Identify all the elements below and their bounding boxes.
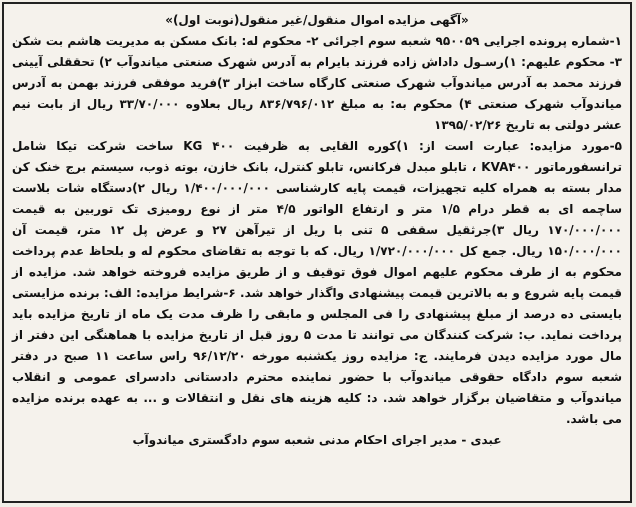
notice-title: «آگهی مزایده اموال منقول/غیر منقول(نوبت اول)» bbox=[165, 13, 469, 27]
notice-signature: عبدی - مدیر اجرای احکام مدنی شعبه سوم دادگستری میاندوآب bbox=[132, 433, 502, 447]
notice-paragraph-auction-items: ۵-مورد مزایده: عبارت است از: ۱)کوره القایی به ظرفیت KG ۴۰۰ ساخت شرکت تیکا شامل ترانسفورماتور KVA۴۰۰ ، تابلو مبدل فرکانس، تابلو کنترل، بانک خازن، بوته ذوب، سیستم برج خنک کن مدار بسته به همراه کلیه تجهیزات، قیمت پایه کارشناسی ۱/۴۰۰/۰۰۰/۰۰۰ ریال ۲)دستگاه شات بلاست ساچمه ای به قطر درام ۱/۵ متر و ارتفاع الواتور ۴/۵ متر از نوع رومیزی تک توربین به قیمت ۱۷۰/۰۰۰/۰۰۰ ریال ۳)جرثقیل سقفی ۵ تنی با ریل از تیرآهن ۲۷ و عرض پل ۱۲ متر، قیمت آن ۱۵۰/۰۰۰/۰۰۰ ریال. جمع کل ۱/۷۲۰/۰۰۰/۰۰۰ ریال. که با توجه به تقاضای محکوم له و بلحاظ عدم پرداخت محکوم به از طرف محکوم علیهم اموال فوق توقیف و از طریق مزایده فروخته خواهد شد. مزایده از قیمت پایه شروع و به بالاترین قیمت پیشنهادی واگذار خواهد شد. ۶-شرایط مزایده: الف: برنده مزایستی بایستی ده درصد از مبلغ پیشنهادی را فی المجلس و مابقی را ظرف مدت یک ماه از تاریخ مزایده باید پرداخت نماید. ب: شرکت کنندگان می توانند تا مدت ۵ روز قبل از تاریخ مزایده با هماهنگی این دفتر از مال مورد مزایده دیدن فرمایند. ج: مزایده روز یکشنبه مورخه ۹۶/۱۲/۲۰ راس ساعت ۱۱ صبح در دفتر شعبه سوم دادگاه حقوقی میاندوآب با حضور نماینده محترم دادستانی دادسرای عمومی و انقلاب میاندوآب و متقاضیان برگزار خواهد شد. د: کلیه هزینه های نقل و انتقالات و ... به عهده برنده مزایده می باشد. bbox=[12, 139, 623, 426]
notice-paragraph-parties: ۱-شماره پرونده اجرایی ۹۵۰۰۵۹ شعبه سوم اجرائی ۲- محکوم له: بانک مسکن به مدیریت هاشم بت شکن ۳- محکوم علیهم: ۱)رسـول داداش زاده فرزند بایرام به آدرس شهرک صنعتی میاندوآب ۲) تحققلی آیینی فرزند محمد به آدرس میاندوآب شهرک صنعتی کارگاه ساخت ابزار ۳)فرید موفقی فرزند بهمن به آدرس میاندوآب شهرک صنعتی ۴) محکوم به: به مبلغ ۸۳۶/۷۹۶/۰۱۲ ریال بعلاوه ۳۳/۷۰/۰۰۰ ریال از بابت نیم عشر دولتی به تاریخ ۱۳۹۵/۰۲/۲۶ bbox=[12, 34, 622, 132]
auction-notice bbox=[12, 10, 622, 451]
notice-frame bbox=[2, 2, 632, 503]
